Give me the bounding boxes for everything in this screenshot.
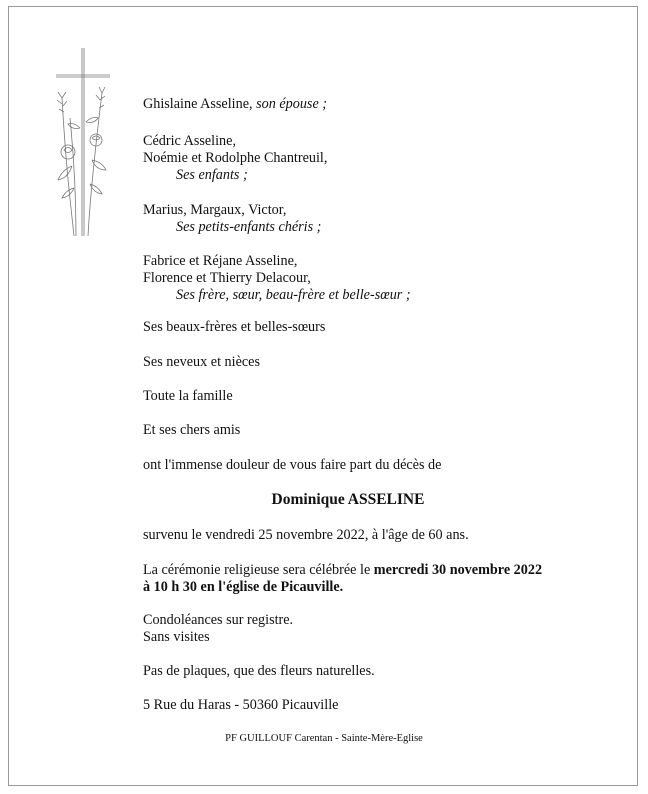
condolences-block <box>143 612 293 646</box>
ceremony-date: mercredi 30 novembre 2022 <box>373 562 543 578</box>
ceremony-place: à 10 h 30 en l'église de Picauville. <box>143 579 344 595</box>
siblings-block <box>143 253 411 304</box>
flowers-line: Pas de plaques, que des fleurs naturelles. <box>143 663 375 679</box>
deceased-name: Dominique ASSELINE <box>271 491 425 508</box>
address-line: 5 Rue du Haras - 50360 Picauville <box>143 697 339 713</box>
spouse-role: son épouse ; <box>256 96 328 112</box>
ceremony-line <box>143 562 542 579</box>
spouse-name: Ghislaine Asseline, <box>143 96 253 112</box>
children-block <box>143 133 327 184</box>
intro-line: ont l'immense douleur de vous faire part du décès de <box>143 457 442 473</box>
friends-line: Et ses chers amis <box>143 422 241 438</box>
spouse-line <box>143 96 327 113</box>
children-role: Ses enfants ; <box>176 167 248 183</box>
grandchildren-names: Marius, Margaux, Victor, <box>143 202 287 218</box>
nephews-line: Ses neveux et nièces <box>143 354 261 370</box>
condolences-line: Condoléances sur registre. <box>143 612 294 628</box>
ceremony-block <box>143 562 542 596</box>
visits-line: Sans visites <box>143 629 210 645</box>
child-line: Noémie et Rodolphe Chantreuil, <box>143 150 328 166</box>
ceremony-text: La cérémonie religieuse sera célébrée le <box>143 562 374 578</box>
funeral-home-footer: PF GUILLOUF Carentan - Sainte-Mère-Eglise <box>225 733 423 744</box>
in-laws-line: Ses beaux-frères et belles-sœurs <box>143 319 326 335</box>
whole-family-line: Toute la famille <box>143 388 233 404</box>
sibling-line: Fabrice et Réjane Asseline, <box>143 253 298 269</box>
cross-with-flowers-icon <box>52 48 116 238</box>
grandchildren-block <box>143 202 321 236</box>
grandchildren-role: Ses petits-enfants chéris ; <box>176 219 322 235</box>
death-line: survenu le vendredi 25 novembre 2022, à l'âge de 60 ans. <box>143 527 469 543</box>
siblings-role: Ses frère, sœur, beau-frère et belle-sœur ; <box>176 287 411 303</box>
sibling-line: Florence et Thierry Delacour, <box>143 270 311 286</box>
child-line: Cédric Asseline, <box>143 133 236 149</box>
